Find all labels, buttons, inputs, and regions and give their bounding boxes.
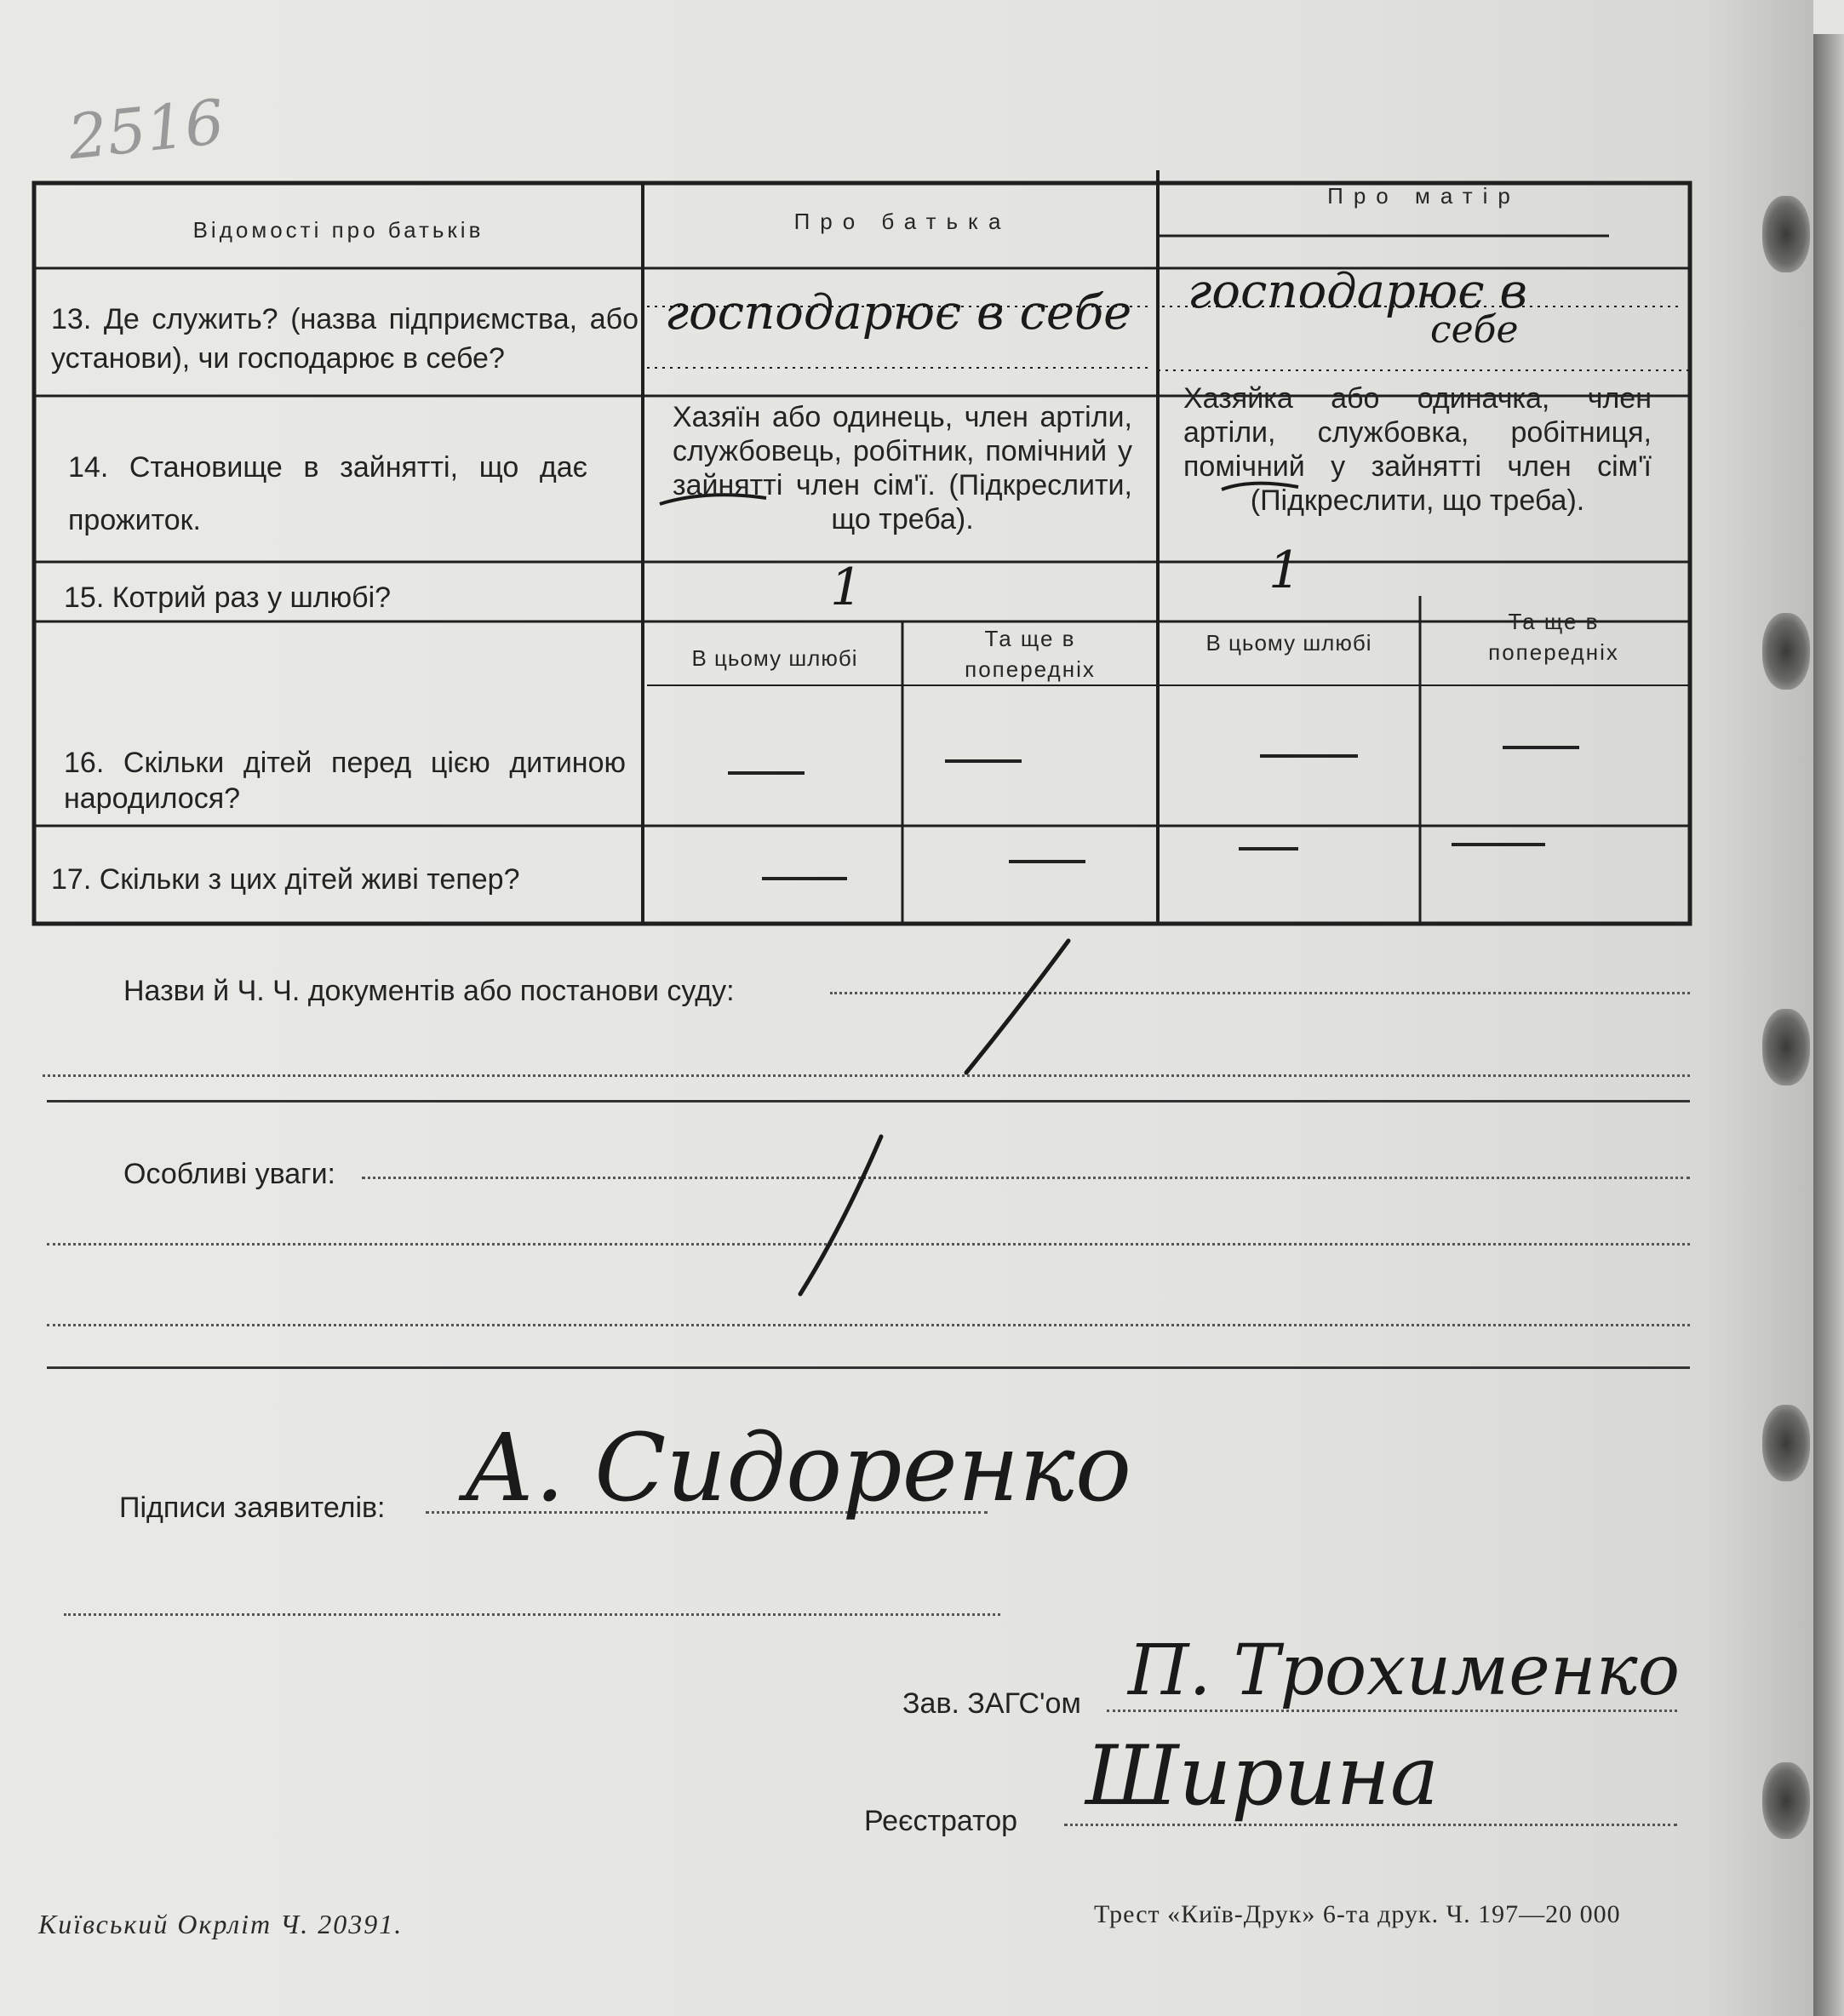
q13-label: 13. Де служить? (назва підприємства, або установи), чи господарює в себе? — [51, 303, 639, 375]
registrar-signature: Ширина — [1085, 1728, 1440, 1824]
registrar-signature-line — [1064, 1824, 1677, 1826]
q14-father-options: Хазяїн або одинець, член артіли, службовець, робітник, помічний у зайнятті член сім'ї. (Підкреслити, що треба). — [673, 401, 1132, 536]
mother-this-marriage-header: В цьому шлюбі — [1205, 630, 1372, 656]
mother-previous-header: Та ще в попередніх — [1488, 609, 1619, 665]
head-signature: П. Трохименко — [1128, 1630, 1681, 1711]
q14-mother-options: Хазяйка або одиначка, член артіли, службовка, робітниця, помічний у зайнятті член сім'ї (Підкреслити, що треба). — [1183, 382, 1652, 517]
q13-mother-answer-line2: себе — [1430, 308, 1519, 352]
remarks-label: Особливі уваги: — [123, 1158, 336, 1190]
header-parents-info: Відомості про батьків — [192, 217, 484, 243]
father-this-marriage-header: В цьому шлюбі — [691, 645, 858, 671]
registrar-label: Реєстратор — [864, 1805, 1018, 1837]
remarks-slash — [800, 1137, 881, 1294]
q17-label: 17. Скільки з цих дітей живі тепер? — [51, 863, 520, 896]
head-registry-label: Зав. ЗАГС'ом — [902, 1687, 1081, 1720]
top-note: 2516 — [65, 85, 228, 174]
q15-label: 15. Котрий раз у шлюбі? — [64, 581, 392, 614]
applicants-signature-label: Підписи заявителів: — [119, 1492, 386, 1524]
q14-label: 14. Становище в зайнятті, що дає прожиток. — [68, 451, 587, 536]
footer-left-imprint: Київський Окрліт Ч. 20391. — [38, 1909, 404, 1939]
q15-father-answer: 1 — [830, 558, 863, 617]
q16-label: 16. Скільки дітей перед цією дитиною народилося? — [64, 747, 626, 815]
applicant-signature: А. Сидоренко — [464, 1413, 1132, 1522]
applicants-signature-line — [64, 1613, 1000, 1616]
footer-right-imprint: Трест «Київ-Друк» 6-та друк. Ч. 197—20 000 — [1094, 1900, 1621, 1928]
father-previous-header: Та ще в попередніх — [965, 626, 1096, 682]
q15-mother-answer: 1 — [1268, 541, 1302, 600]
header-mother: Про матір — [1327, 183, 1520, 209]
q13-mother-answer-line1: господарює в — [1188, 264, 1527, 319]
documents-slash — [966, 941, 1068, 1073]
header-father: Про батька — [793, 209, 1011, 234]
documents-label: Назви й Ч. Ч. документів або постанови суду: — [123, 975, 735, 1007]
q13-father-answer: господарює в себе — [664, 285, 1132, 341]
